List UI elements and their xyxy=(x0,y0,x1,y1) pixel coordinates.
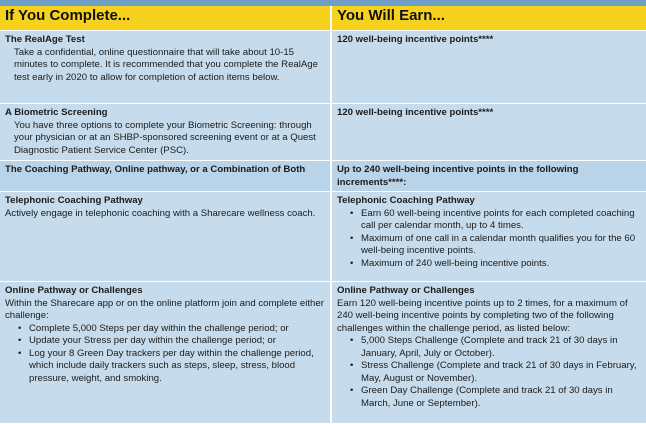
list-item: • Maximum of 240 well-being incentive points. xyxy=(361,258,642,271)
telephonic-points-title: Telephonic Coaching Pathway xyxy=(337,195,475,206)
header-you-will-earn: You Will Earn... xyxy=(331,6,646,31)
incentive-table xyxy=(0,6,646,424)
list-item: • Maximum of one call in a calendar month qualifies you for the 60 well-being incentive points. xyxy=(361,233,642,258)
telephonic-cell xyxy=(0,192,331,282)
header-row xyxy=(0,6,646,31)
online-cell xyxy=(0,282,331,424)
telephonic-points-list xyxy=(337,208,642,271)
telephonic-title: Telephonic Coaching Pathway xyxy=(5,195,143,206)
online-title: Online Pathway or Challenges xyxy=(5,285,143,296)
biometric-points-cell xyxy=(331,104,646,161)
realage-cell xyxy=(0,31,331,104)
realage-description: Take a confidential, online questionnaire that will take about 10-15 minutes to complete. It is recommended that you complete the RealAge test early in 2020 to allow for completion of action items below. xyxy=(14,46,318,83)
telephonic-description: Actively engage in telephonic coaching with a Sharecare wellness coach. xyxy=(5,207,316,219)
realage-points: 120 well-being incentive points**** xyxy=(337,34,494,45)
list-item: • 5,000 Steps Challenge (Complete and track 21 of 30 days in January, April, July or October). xyxy=(361,335,642,360)
list-item: • Earn 60 well-being incentive points for each completed coaching call per calendar month, up to 4 times. xyxy=(361,208,642,233)
pathway-points: Up to 240 well-being incentive points in the following increments****: xyxy=(337,164,579,188)
realage-points-cell xyxy=(331,31,646,104)
header-if-you-complete: If You Complete... xyxy=(0,6,331,31)
realage-title: The RealAge Test xyxy=(5,34,85,45)
online-description: Within the Sharecare app or on the online platform join and complete either challenge: xyxy=(5,297,324,321)
table-row xyxy=(0,31,646,104)
biometric-description: You have three options to complete your Biometric Screening: through your physician or at an SHBP-sponsored screening event or at a Quest Diagnostic Patient Service Center (PSC). xyxy=(14,119,316,156)
list-item: • Complete 5,000 Steps per day within the challenge period; or xyxy=(29,323,326,336)
telephonic-points-cell xyxy=(331,192,646,282)
list-item: • Green Day Challenge (Complete and track 21 of 30 days in March, June or September). xyxy=(361,385,642,410)
online-points-list xyxy=(337,335,642,410)
pathway-title: The Coaching Pathway, Online pathway, or a Combination of Both xyxy=(5,164,306,175)
table-row xyxy=(0,161,646,192)
biometric-title: A Biometric Screening xyxy=(5,107,108,118)
pathway-cell xyxy=(0,161,331,192)
pathway-points-cell xyxy=(331,161,646,192)
biometric-cell xyxy=(0,104,331,161)
biometric-points: 120 well-being incentive points**** xyxy=(337,107,494,118)
list-item: • Stress Challenge (Complete and track 21 of 30 days in February, May, August or November). xyxy=(361,360,642,385)
list-item: • Log your 8 Green Day trackers per day within the challenge period, which include daily trackers such as steps, sleep, stress, blood pressure, weight, and smoking. xyxy=(29,348,326,386)
table-row xyxy=(0,104,646,161)
online-points-title: Online Pathway or Challenges xyxy=(337,285,475,296)
online-challenge-list xyxy=(5,323,326,386)
list-item: • Update your Stress per day within the challenge period; or xyxy=(29,335,326,348)
table-row xyxy=(0,192,646,282)
table-row xyxy=(0,282,646,424)
online-points-cell xyxy=(331,282,646,424)
online-points-description: Earn 120 well-being incentive points up to 2 times, for a maximum of 240 well-being incentive points by completing two of the following challenges within the challenge period, as listed below: xyxy=(337,297,628,334)
